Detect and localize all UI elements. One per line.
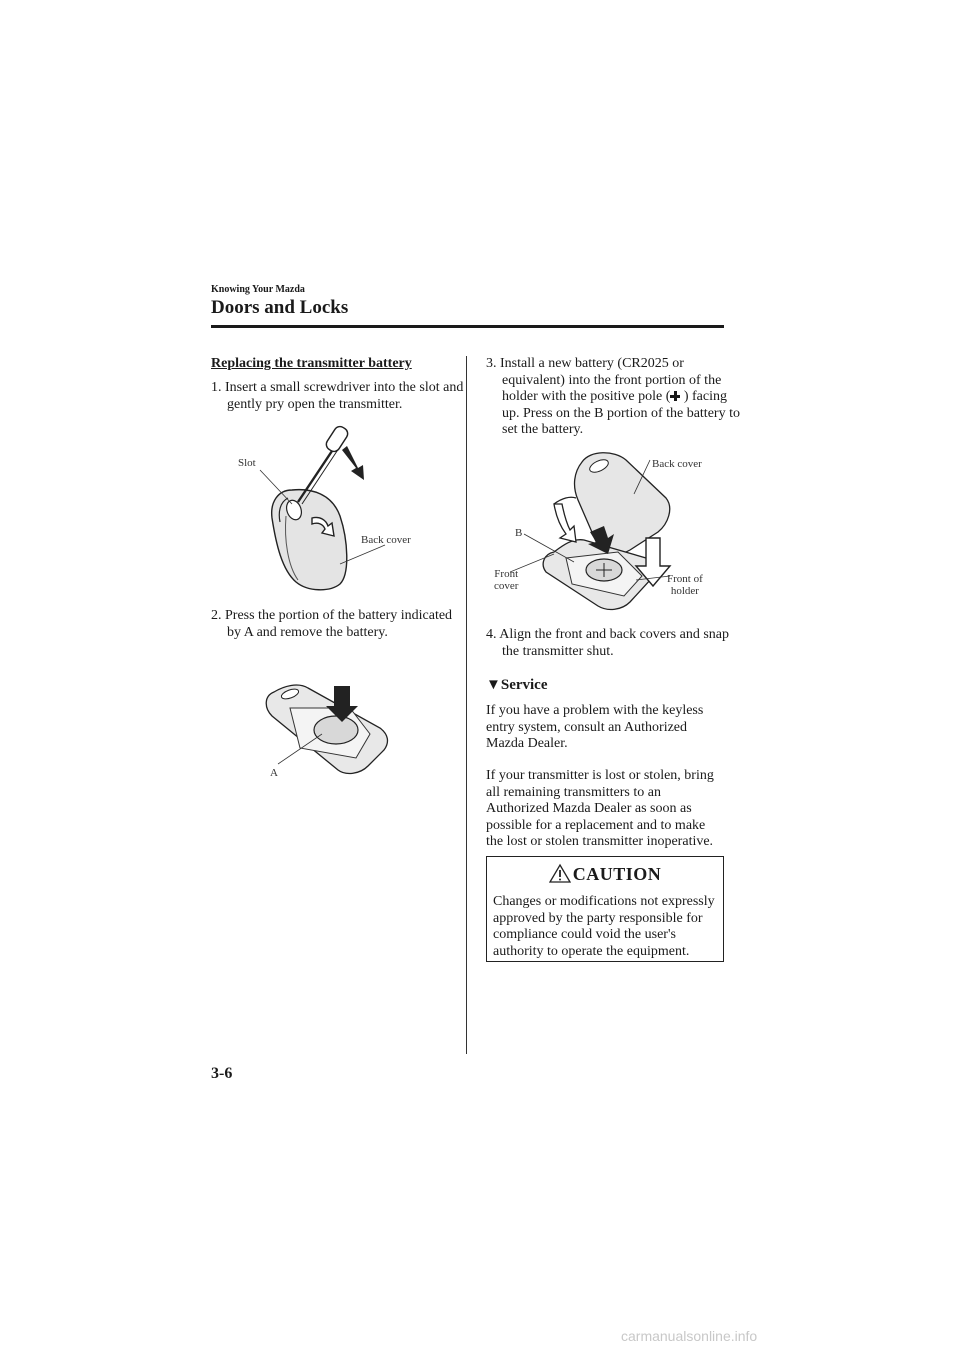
service-paragraph-1: If you have a problem with the keyless entry system, consult an Authorized Mazda Dealer. (486, 703, 704, 751)
label-b: B (515, 527, 523, 539)
section-title: Doors and Locks (211, 297, 349, 318)
label-front-cover-line2: cover (494, 580, 519, 592)
header-rule (211, 325, 724, 328)
footer-watermark: carmanualsonline.info (621, 1328, 758, 1344)
label-a: A (270, 767, 278, 779)
label-front-of-holder-line2: holder (670, 585, 699, 597)
label-back-cover-1: Back cover (361, 534, 411, 546)
service-title: Service (500, 677, 548, 693)
step-2-text: 2. Press the portion of the battery indicated by A and remove the battery. (211, 608, 453, 640)
step-3-text (486, 356, 742, 439)
label-front-cover-line1: Front (494, 568, 519, 580)
label-front-of-holder (667, 573, 703, 597)
column-divider (466, 356, 467, 1054)
chapter-label: Knowing Your Mazda (211, 284, 305, 295)
step-3-text-post: ) facing up. Press on the B portion of the battery to set the battery. (502, 389, 740, 437)
label-front-cover (494, 568, 518, 592)
remove-battery-illustration (260, 678, 400, 778)
label-slot: Slot (238, 457, 256, 469)
plus-icon (670, 391, 680, 401)
caution-title: CAUTION (572, 864, 662, 884)
caution-header (487, 863, 723, 885)
subsection-heading: Replacing the transmitter battery (211, 356, 412, 371)
step-4-text: 4. Align the front and back covers and snap the transmitter shut. (486, 627, 729, 659)
step-3-text-pre: 3. Install a new battery (CR2025 or equivalent) into the front portion of the holder with the positive pole ( (486, 356, 722, 404)
warning-triangle-icon (549, 863, 571, 883)
triangle-down-icon: ▼ (486, 677, 501, 693)
caution-text: Changes or modifications not expressly approved by the party responsible for compliance could void the user's authority to operate the equipment. (493, 894, 715, 959)
pry-transmitter-illustration (230, 420, 440, 600)
caution-box (486, 856, 724, 962)
service-heading (486, 676, 548, 694)
label-back-cover-2: Back cover (652, 458, 702, 470)
label-front-of-holder-line1: Front of (667, 573, 703, 585)
page-number: 3-6 (211, 1065, 233, 1082)
step-1-text: 1. Insert a small screwdriver into the slot and gently pry open the transmitter. (211, 380, 464, 412)
service-paragraph-2: If your transmitter is lost or stolen, bring all remaining transmitters to an Authorized Mazda Dealer as soon as possible for a replacement and to make the lost or stolen transmitter inoperative. (486, 768, 714, 849)
